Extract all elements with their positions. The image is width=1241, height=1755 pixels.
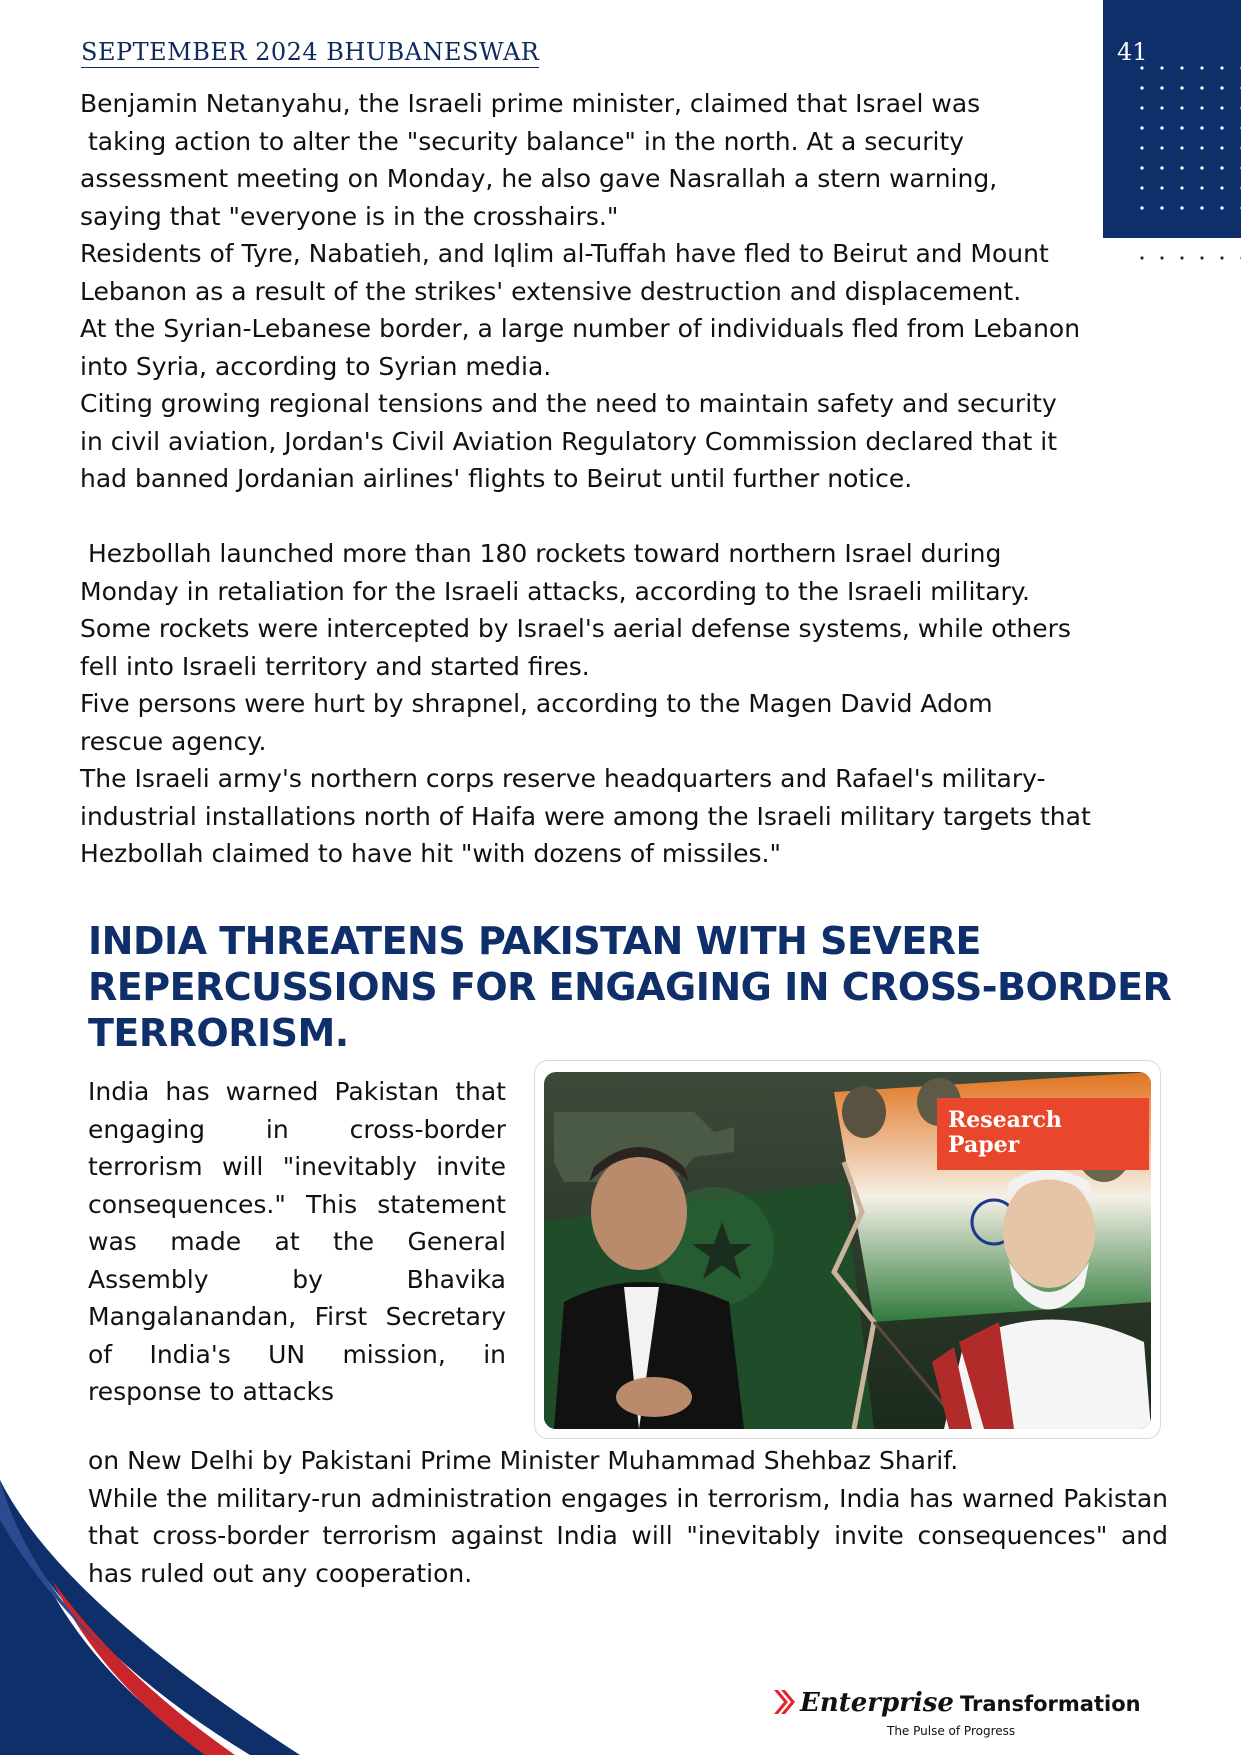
text-line: rescue agency.: [80, 726, 267, 756]
decor-dot: [1200, 206, 1203, 209]
decor-dot: [1220, 256, 1223, 259]
decor-dot: [1180, 106, 1183, 109]
decor-dot: [1220, 206, 1223, 209]
brand-tagline: The Pulse of Progress: [887, 1724, 1016, 1738]
article-headline: INDIA THREATENS PAKISTAN WITH SEVERE REPERCUSSIONS FOR ENGAGING IN CROSS-BORDER TERRORISM.: [88, 919, 1172, 1055]
text-line: Hezbollah launched more than 180 rockets toward northern Israel during: [80, 539, 1002, 568]
decor-dot: [1200, 186, 1203, 189]
text-line: into Syria, according to Syrian media.: [80, 351, 552, 381]
text-line: had banned Jordanian airlines' flights to Beirut until further notice.: [80, 464, 913, 493]
decor-dot: [1200, 256, 1203, 259]
decorative-swoosh: [0, 1480, 300, 1755]
text-line: saying that "everyone is in the crosshairs.": [80, 201, 619, 231]
closing-paragraph: While the military-run administration engages in terrorism, India has warned Pakistan that cross-border terrorism against India will "inevitably invite consequences" and has ruled out any cooperation.: [88, 1483, 1168, 1588]
text-line: in civil aviation, Jordan's Civil Aviation Regulatory Commission declared that it: [80, 426, 1058, 456]
article-netanyahu-body: [80, 85, 1170, 498]
text-line: Citing growing regional tensions and the need to maintain safety and security: [80, 389, 1057, 418]
decor-dot: [1180, 186, 1183, 189]
decor-dot: [1220, 66, 1223, 69]
text-line: Residents of Tyre, Nabatieh, and Iqlim al-Tuffah have fled to Beirut and Mount: [80, 239, 1049, 268]
decor-dot: [1180, 206, 1183, 209]
text-line: Monday in retaliation for the Israeli attacks, according to the Israeli military.: [80, 576, 1030, 606]
page-number: 41: [1117, 38, 1148, 66]
decor-dot: [1180, 86, 1183, 89]
brand-name-enterprise: Enterprise: [800, 1688, 954, 1718]
continuation-line: on New Delhi by Pakistani Prime Minister Muhammad Shehbaz Sharif.: [88, 1446, 959, 1475]
decor-dot: [1180, 146, 1183, 149]
decor-dot: [1220, 146, 1223, 149]
decor-dot: [1140, 66, 1143, 69]
decor-dot: [1200, 126, 1203, 129]
text-line: At the Syrian-Lebanese border, a large number of individuals fled from Lebanon: [80, 314, 1081, 343]
text-line: Some rockets were intercepted by Israel's aerial defense systems, while others: [80, 614, 1071, 643]
text-line: fell into Israeli territory and started fires.: [80, 651, 590, 681]
decor-dot: [1200, 166, 1203, 169]
decor-dot: [1180, 256, 1183, 259]
decor-dot: [1200, 86, 1203, 89]
text-line: industrial installations north of Haifa were among the Israeli military targets that: [80, 801, 1091, 831]
text-line: assessment meeting on Monday, he also gave Nasrallah a stern warning,: [80, 164, 998, 193]
text-line: Five persons were hurt by shrapnel, according to the Magen David Adom: [80, 689, 993, 718]
brand-logo-icon: [772, 1688, 796, 1716]
issue-date-location: SEPTEMBER 2024 BHUBANESWAR: [81, 38, 540, 66]
decor-dot: [1220, 106, 1223, 109]
decor-dot: [1220, 86, 1223, 89]
brand-name-transformation: Transformation: [960, 1692, 1141, 1716]
decor-dot: [1220, 126, 1223, 129]
decor-dot: [1160, 66, 1163, 69]
decor-dot: [1220, 166, 1223, 169]
decor-dot: [1220, 186, 1223, 189]
decor-dot: [1180, 66, 1183, 69]
decor-dot: [1180, 126, 1183, 129]
research-paper-badge: [937, 1098, 1149, 1170]
article-intro-column: India has warned Pakistan that engaging in cross-border terrorism will "inevitably invite consequences." This statement was made at the General Assembly by Bhavika Mangalanandan, First Secretary of India's UN mission, in response to attacks: [88, 1077, 506, 1406]
decor-dot: [1200, 146, 1203, 149]
text-line: taking action to alter the "security balance" in the north. At a security: [80, 126, 965, 156]
text-line: Lebanon as a result of the strikes' extensive destruction and displacement.: [80, 276, 1022, 306]
decor-dot: [1200, 106, 1203, 109]
badge-line: Paper: [948, 1132, 1020, 1158]
badge-line: Research: [948, 1107, 1062, 1133]
decor-dot: [1200, 66, 1203, 69]
decor-dot: [1180, 166, 1183, 169]
text-line: Hezbollah claimed to have hit "with dozens of missiles.": [80, 839, 781, 868]
article-hezbollah-body: [80, 535, 1170, 873]
text-line: Benjamin Netanyahu, the Israeli prime minister, claimed that Israel was: [80, 89, 981, 118]
text-line: The Israeli army's northern corps reserve headquarters and Rafael's military-: [80, 764, 1046, 793]
